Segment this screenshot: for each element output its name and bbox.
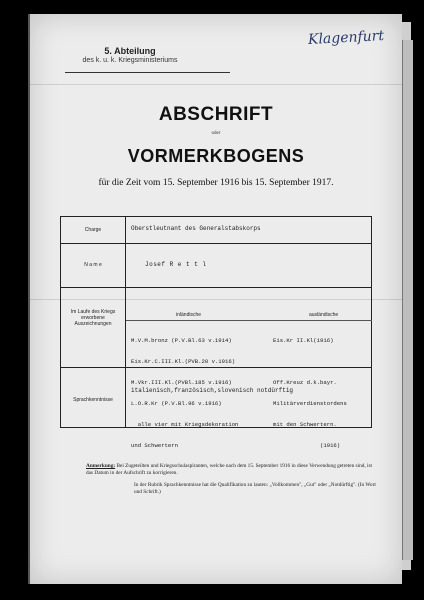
- domestic-award: und Schwertern: [131, 442, 178, 449]
- ministry-name: des k. u. k. Kriegsministeriums: [82, 57, 178, 64]
- foreign-award: Eis.Kr II.Kl(1916): [273, 337, 334, 344]
- foreign-award: mit den Schwertern.: [273, 421, 337, 428]
- row-divider: [61, 243, 371, 244]
- department-stamp: [75, 46, 185, 64]
- inlaendische-label: inländische: [176, 312, 202, 318]
- foreign-award: Militärverdienstordens: [273, 400, 347, 407]
- paper-fold: [30, 84, 402, 85]
- row-divider: [61, 287, 371, 288]
- document-title: ABSCHRIFT: [158, 104, 274, 125]
- footnote-text-2: In der Rubrik Sprachkenntnisse hat die Qualifikation zu lauten: „Vollkommen", „Gut" oder „Notdürftig". (In Wort und Schrift.): [134, 482, 376, 495]
- handwritten-place: Klagenfurt: [307, 28, 385, 48]
- foreign-award: [273, 358, 347, 365]
- awards-label: Im Laufe des Kriegs erworbene Auszeichnungen: [70, 309, 116, 327]
- name-label: N a m e: [84, 262, 102, 268]
- title-connector: oder: [211, 131, 221, 136]
- period-text: für die Zeit vom 15. September 1916 bis 15. September 1917.: [98, 178, 334, 188]
- charge-value: Oberstleutnant des Generalstabskorps: [131, 225, 261, 232]
- footnote-paragraph-2: [86, 482, 376, 496]
- domestic-award: Eis.Kr.C.III.Kl.(PVB.20 v.1916): [131, 358, 236, 365]
- department-name: 5. Abteilung: [104, 46, 156, 56]
- document-page: [28, 14, 402, 584]
- divider: [65, 72, 230, 73]
- auslaendische-label: ausländische: [309, 312, 339, 318]
- languages-label: Sprachkenntnisse: [73, 397, 113, 403]
- footnote: [86, 463, 376, 501]
- name-value: Josef R e t t l: [145, 261, 207, 268]
- foreign-award: (1916): [273, 442, 341, 449]
- record-form-table: [60, 216, 372, 449]
- charge-label: Charge: [84, 227, 102, 233]
- awards-subheader-rule: [126, 320, 372, 321]
- column-divider: [125, 217, 126, 427]
- languages-value: italienisch,französisch,slovenisch notdürftig: [131, 387, 294, 394]
- domestic-award: M.Vkr.III.Kl.(PVBl.185 v.1916): [131, 379, 232, 386]
- underlying-sheet-2: [402, 40, 413, 560]
- footnote-text-1: Bei Zugeteilten und Kriegsschulaspiranten, welche nach dem 15. September 1916 in diese Verwendung getreten sind, ist das Datum in der Aufschrift zu korrigieren.: [86, 463, 373, 476]
- domestic-award: L.O.R.Kr (P.V.Bl.96 v.1916): [131, 400, 222, 407]
- foreign-award: Off.Kreuz d.k.bayr.: [273, 379, 337, 386]
- document-subtitle: VORMERKBOGENS: [127, 146, 305, 166]
- footnote-label: Anmerkung:: [86, 463, 116, 469]
- footnote-paragraph-1: [86, 463, 376, 477]
- domestic-award: alle vier mit Kriegsdekoration: [131, 421, 239, 428]
- domestic-award: M.V.M.bronz (P.V.Bl.63 v.1914): [131, 337, 232, 344]
